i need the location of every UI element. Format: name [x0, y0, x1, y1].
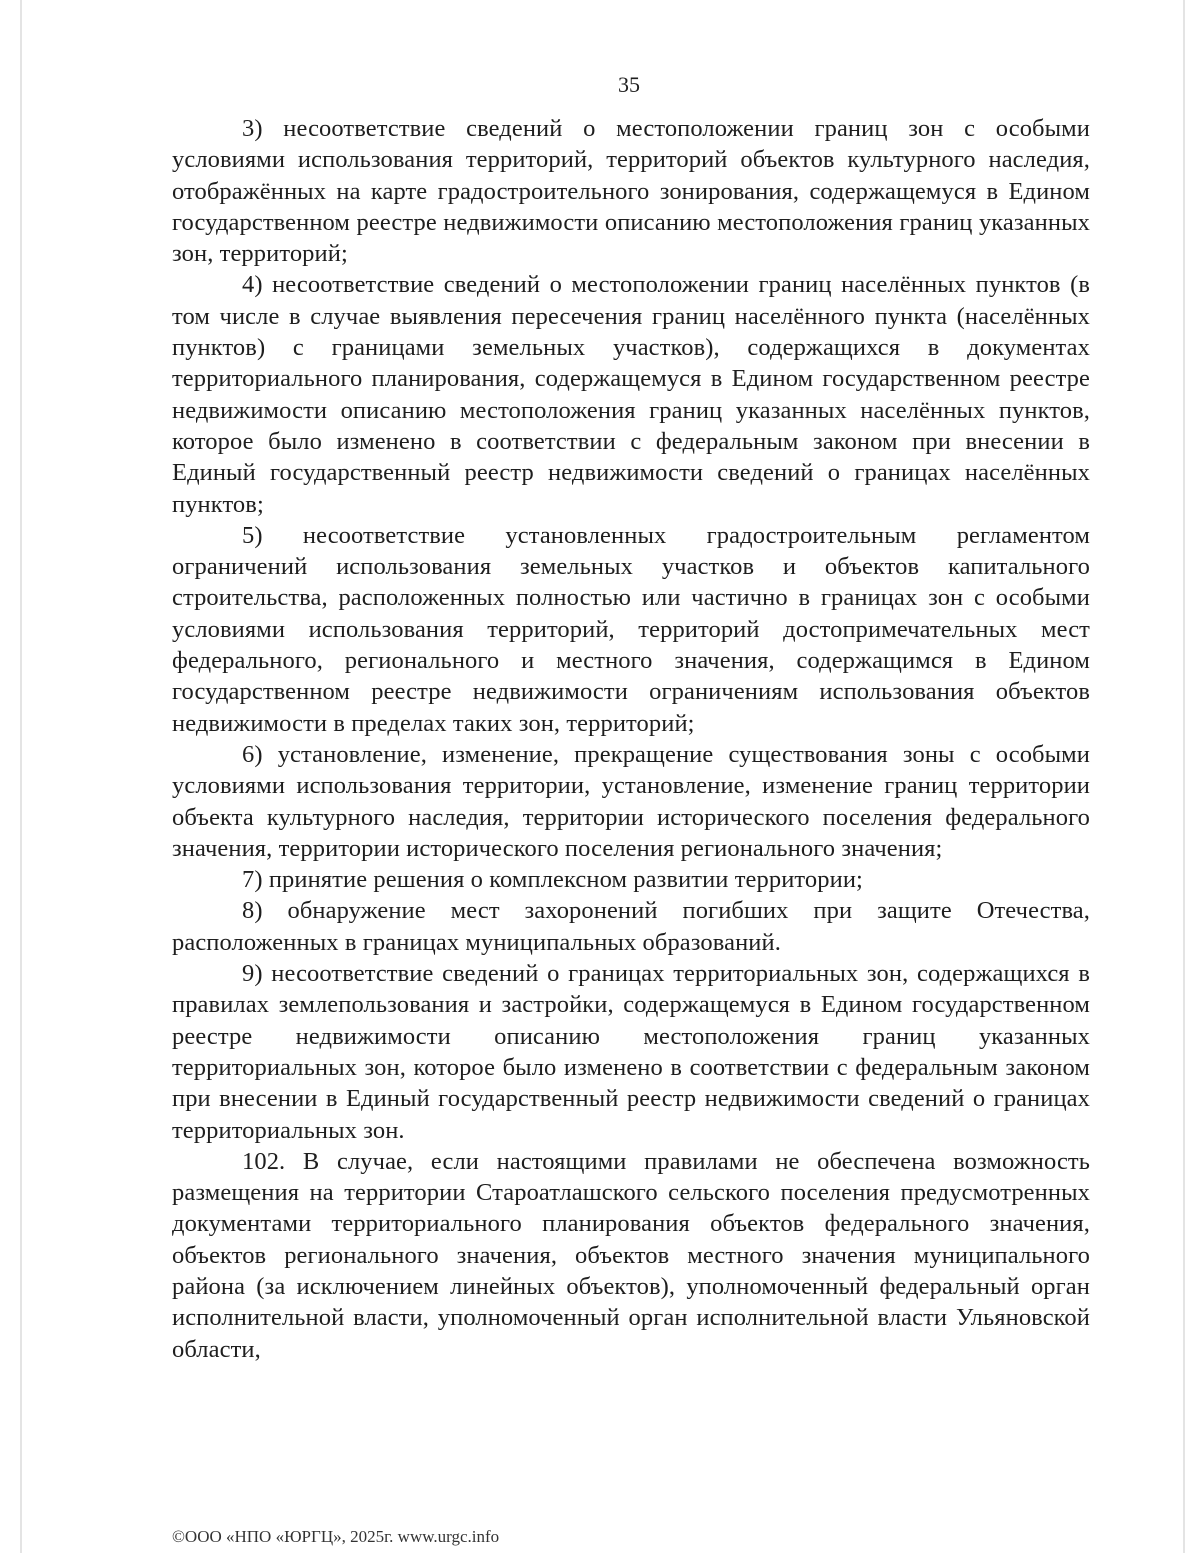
paragraph-item-7: 7) принятие решения о комплексном развитии территории;: [242, 866, 863, 894]
body-text: [172, 113, 1090, 1365]
paragraph-item-4: 4) несоответствие сведений о местоположении границ населённых пунктов (в том числе в случае выявления пересечения границ населённого пункта (населённых пунктов) с границами земельных участков), содержащихся в документах территориального планирования, содержащемуся в Едином государственном реестре недвижимости описанию местоположения границ указанных населённых пунктов, которое было изменено в соответствии с федеральным законом при внесении в Единый государственный реестр недвижимости сведений о границах населённых пунктов;: [172, 271, 1090, 518]
page-number: 35: [618, 72, 640, 97]
paragraph-item-6: 6) установление, изменение, прекращение существования зоны с особыми условиями использования территории, установление, изменение границ территории объекта культурного наследия, территории исторического поселения федерального значения, территории исторического поселения регионального значения;: [172, 740, 1090, 862]
paragraph-article-102: 102. В случае, если настоящими правилами не обеспечена возможность размещения на территории Староатлашского сельского поселения предусмотренных документами территориального планирования объектов федерального значения, объектов регионального значения, объектов местного значения муниципального района (за исключением линейных объектов), уполномоченный федеральный орган исполнительной власти, уполномоченный орган исполнительной власти Ульяновской области,: [172, 1147, 1090, 1363]
scan-edge-left: [20, 0, 22, 1553]
footer-copyright: ©ООО «НПО «ЮРГЦ», 2025г. www.urgc.info: [172, 1527, 500, 1546]
paragraph-item-9: 9) несоответствие сведений о границах территориальных зон, содержащихся в правилах землепользования и застройки, содержащемуся в Едином государственном реестре недвижимости описанию местоположения границ указанных территориальных зон, которое было изменено в соответствии с федеральным законом при внесении в Единый государственный реестр недвижимости сведений о границах территориальных зон.: [172, 960, 1090, 1144]
scan-edge-right: [1183, 0, 1185, 1553]
paragraph-item-8: 8) обнаружение мест захоронений погибших при защите Отечества, расположенных в границах муниципальных образований.: [172, 897, 1090, 956]
paragraph-item-3: 3) несоответствие сведений о местоположении границ зон с особыми условиями использования территорий, территорий объектов культурного наследия, отображённых на карте градостроительного зонирования, содержащемуся в Едином государственном реестре недвижимости описанию местоположения границ указанных зон, территорий;: [172, 115, 1090, 268]
paragraph-item-5: 5) несоответствие установленных градостроительным регламентом ограничений использования земельных участков и объектов капитального строительства, расположенных полностью или частично в границах зон с особыми условиями использования территорий, территорий достопримечательных мест федерального, регионального и местного значения, содержащимся в Едином государственном реестре недвижимости ограничениям использования объектов недвижимости в пределах таких зон, территорий;: [172, 521, 1090, 737]
